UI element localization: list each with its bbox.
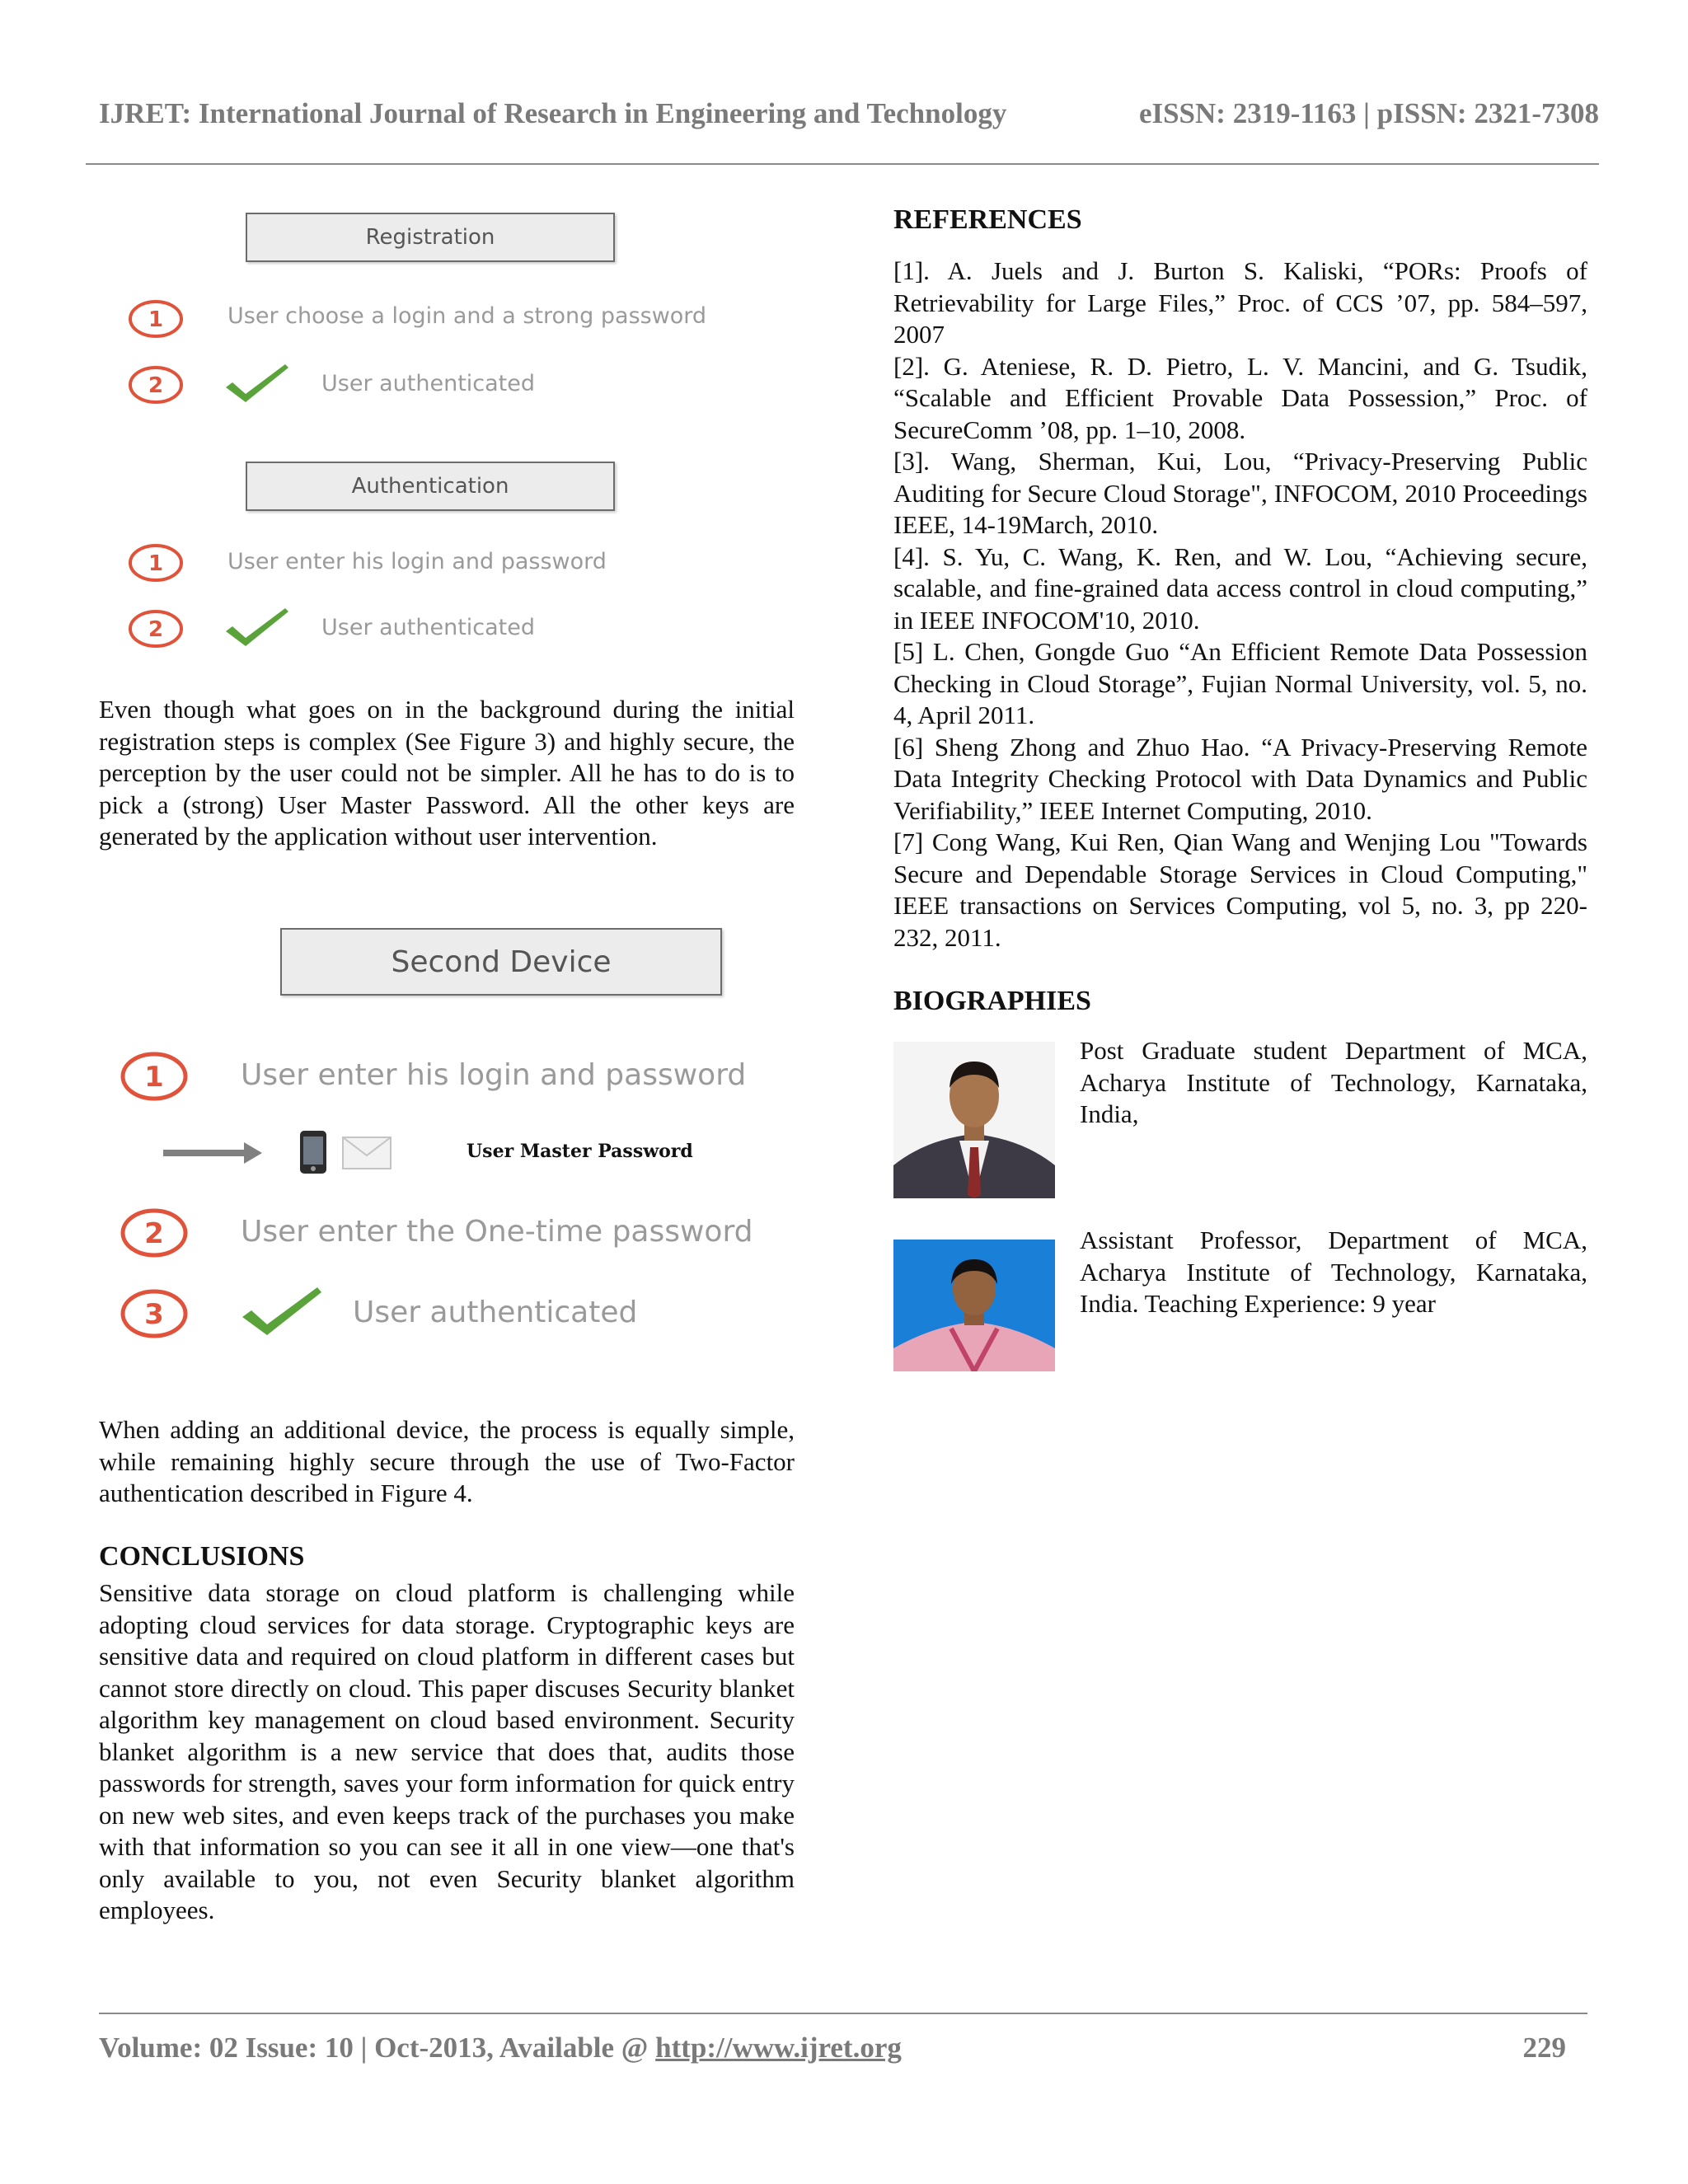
checkmark-icon [223,607,292,653]
svg-text:1: 1 [144,1061,164,1094]
page-footer [99,2032,1566,2064]
smartphone-icon [298,1129,328,1175]
biography-2-text: Assistant Professor, Department of MCA, Acharya Institute of Technology, Karnataka, India. Teaching Experience: 9 year [1080,1226,1587,1318]
reg-step-1-text: User choose a login and a strong password [227,303,707,329]
reference-item: [7] Cong Wang, Kui Ren, Qian Wang and Wenjing Lou "Towards Secure and Dependable Storage Services in Cloud Computing," IEEE transactions on Services Computing, vol 5, no. 3, pp 220-232, 2011. [893,827,1587,952]
reference-item: [3]. Wang, Sherman, Kui, Lou, “Privacy-Preserving Public Auditing for Secure Cloud Storage", INFOCOM, 2010 Proceedings IEEE, 14-19March, 2010. [893,447,1587,539]
journal-title: IJRET: International Journal of Research in Engineering and Technology [99,97,1007,129]
author-photo-2 [893,1240,1055,1371]
registration-box [246,213,615,262]
auth-step-2-text: User authenticated [321,615,536,640]
reference-item: [5] L. Chen, Gongde Guo “An Efficient Remote Data Possession Checking in Cloud Storage”, Fujian Normal University, vol. 5, no. 4, April 2011. [893,637,1587,729]
authentication-label: Authentication [351,474,509,499]
svg-text:3: 3 [144,1298,164,1331]
arrow-right-icon [163,1141,264,1165]
reference-item: [1]. A. Juels and J. Burton S. Kaliski, “PORs: Proofs of Retrievability for Large Files,” Proc. of CCS ’07, pp. 584–597, 2007 [893,256,1587,349]
registration-label: Registration [365,225,495,250]
step-2-circle-icon [119,1207,190,1259]
journal-link[interactable]: http://www.ijret.org [655,2032,902,2064]
device-step-2-text: User enter the One-time password [241,1215,753,1249]
master-password-label: User Master Password [467,1141,693,1162]
checkmark-icon [223,363,292,409]
svg-text:2: 2 [148,617,164,642]
second-device-label: Second Device [391,944,612,979]
svg-text:1: 1 [148,307,164,332]
step-3-circle-icon [119,1287,190,1340]
reference-item: [4]. S. Yu, C. Wang, K. Ren, and W. Lou, “Achieving secure, scalable, and fine-grained data access control in cloud computing,” in IEEE INFOCOM'10, 2010. [893,541,1587,635]
footer-rule [99,2013,1587,2014]
page-number: 229 [1522,2032,1566,2064]
header-rule [86,163,1599,165]
page-header [99,97,1599,130]
issn: eISSN: 2319-1163 | pISSN: 2321-7308 [1138,97,1599,129]
conclusions-heading: CONCLUSIONS [99,1541,305,1572]
svg-text:2: 2 [148,373,164,398]
envelope-icon [341,1136,392,1170]
device-step-1-text: User enter his login and password [241,1058,747,1092]
author-photo-1 [893,1042,1055,1198]
footer-volume-text: Volume: 02 Issue: 10 | Oct-2013, Available @ [99,2032,656,2064]
checkmark-icon [239,1286,325,1343]
auth-step-1-text: User enter his login and password [227,549,607,574]
reference-item: [2]. G. Ateniese, R. D. Pietro, L. V. Mancini, and G. Tsudik, “Scalable and Efficient Provable Data Possession,” Proc. of SecureComm ’08, pp. 1–10, 2008. [893,351,1587,444]
conclusions-text: Sensitive data storage on cloud platform is challenging while adopting cloud services for data storage. Cryptographic keys are sensitive data and required on cloud platform in different cases but cannot store directly on cloud. This paper discuses Security blanket algorithm key management on cloud based environment. Security blanket algorithm is a new service that does that, audits those passwords for strength, saves your form information for quick entry on new web sites, and even keeps track of the purchases you make with that information so you can see it all in one view—one that's only available to you, not even Security blanket algorithm employees. [99,1578,795,1924]
step-1-circle-icon [119,1050,190,1103]
references-heading: REFERENCES [893,204,1082,235]
step-2-circle-icon [127,364,185,405]
device-step-3-text: User authenticated [353,1296,638,1329]
biographies-heading: BIOGRAPHIES [893,986,1091,1016]
footer-volume [99,2032,902,2064]
step-1-circle-icon [127,542,185,583]
second-device-box [280,928,722,996]
reg-step-2-text: User authenticated [321,371,536,396]
authentication-box [246,462,615,511]
step-2-circle-icon [127,608,185,649]
body-paragraph-1: Even though what goes on in the background during the initial registration steps is complex (See Figure 3) and highly secure, the perception by the user could not be simpler. All he has to do is to pick a (strong) User Master Password. All the other keys are generated by the application without user intervention. [99,695,795,851]
references-list [893,255,1587,954]
step-1-circle-icon [127,298,185,340]
svg-text:2: 2 [144,1217,164,1250]
biography-1-text: Post Graduate student Department of MCA, Acharya Institute of Technology, Karnataka, India, [1080,1036,1587,1128]
body-paragraph-2: When adding an additional device, the process is equally simple, while remaining highly secure through the use of Two-Factor authentication described in Figure 4. [99,1415,795,1507]
reference-item: [6] Sheng Zhong and Zhuo Hao. “A Privacy-Preserving Remote Data Integrity Checking Protocol with Data Dynamics and Public Verifiability,” IEEE Internet Computing, 2010. [893,732,1587,825]
svg-text:1: 1 [148,551,164,576]
